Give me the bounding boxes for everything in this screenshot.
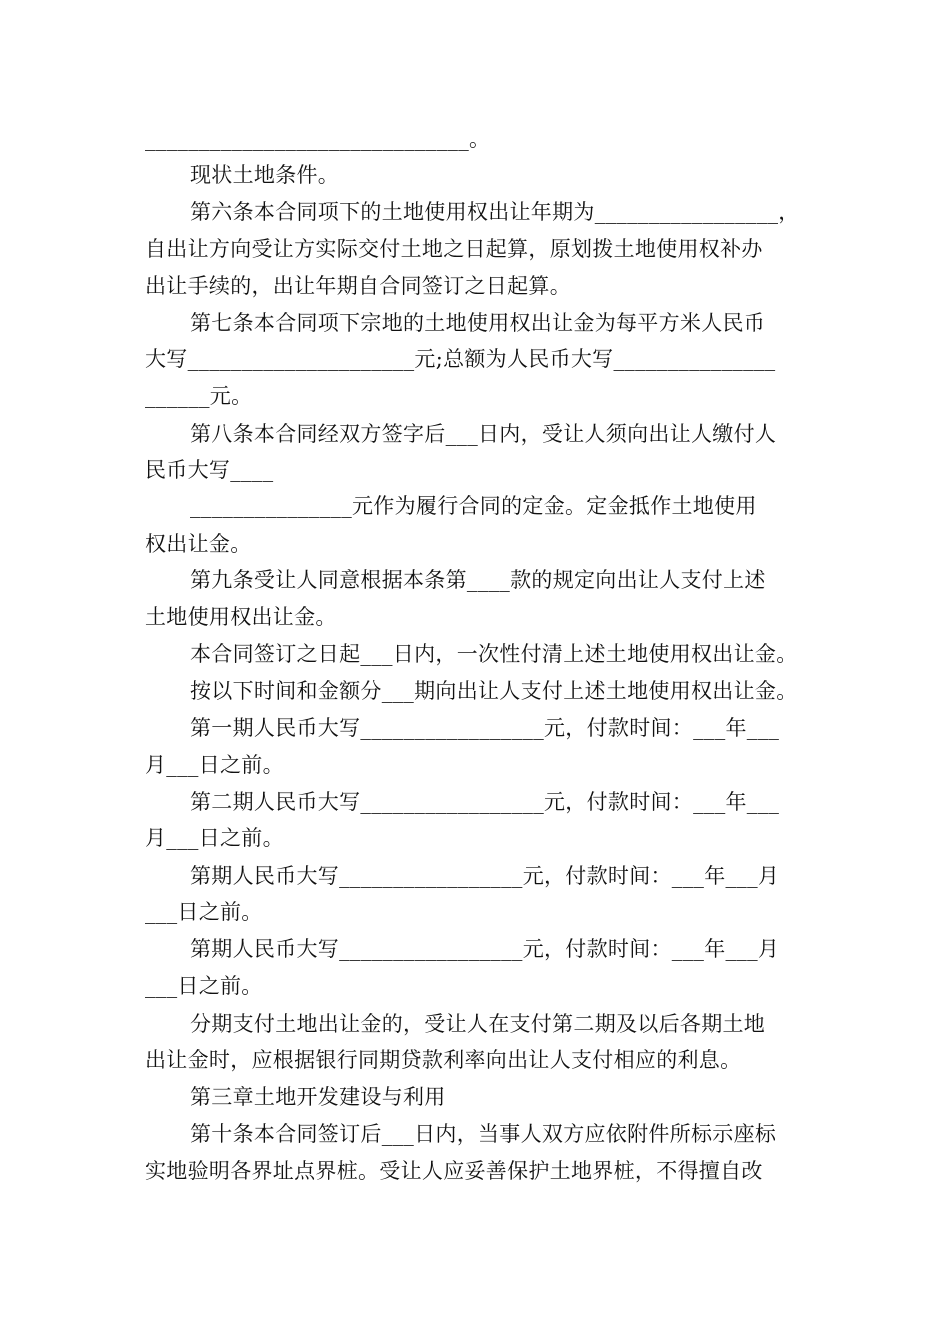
text-line: 第七条本合同项下宗地的土地使用权出让金为每平方米人民币 <box>190 311 766 335</box>
text-line: 第期人民币大写_________________元，付款时间：___年___月 <box>190 937 780 961</box>
text-line: 第九条受让人同意根据本条第____款的规定向出让人支付上述 <box>190 568 766 592</box>
text-line: 第十条本合同签订后___日内，当事人双方应依附件所标示座标 <box>190 1122 777 1146</box>
chapter-heading: 第三章土地开发建设与利用 <box>190 1085 446 1109</box>
text-line: 月___日之前。 <box>145 826 284 850</box>
text-line: 大写_____________________元;总额为人民币大写_______________ <box>145 347 776 371</box>
text-line: 第八条本合同经双方签字后___日内，受让人须向出让人缴付人 <box>190 422 777 446</box>
text-line: ______________________________。 <box>145 127 491 151</box>
text-line: 自出让方向受让方实际交付土地之日起算，原划拨土地使用权补办 <box>145 237 763 261</box>
text-line: 第六条本合同项下的土地使用权出让年期为_________________， <box>190 200 800 224</box>
text-line: ___日之前。 <box>145 974 263 998</box>
text-line: 现状土地条件。 <box>190 163 340 187</box>
text-line: 第一期人民币大写_________________元，付款时间：___年___ <box>190 716 780 740</box>
text-line: 月___日之前。 <box>145 753 284 777</box>
text-line: 实地验明各界址点界桩。受让人应妥善保护土地界桩，不得擅自改 <box>145 1159 763 1183</box>
text-line: 权出让金。 <box>145 532 252 556</box>
text-line: _______________元作为履行合同的定金。定金抵作土地使用 <box>190 494 757 518</box>
text-line: 出让金时，应根据银行同期贷款利率向出让人支付相应的利息。 <box>145 1048 742 1072</box>
text-line: 第期人民币大写_________________元，付款时间：___年___月 <box>190 864 780 888</box>
text-line: 民币大写____ <box>145 458 274 482</box>
text-line: 土地使用权出让金。 <box>145 605 337 629</box>
text-line: 第二期人民币大写_________________元，付款时间：___年___ <box>190 790 780 814</box>
text-line: 出让手续的，出让年期自合同签订之日起算。 <box>145 274 571 298</box>
text-line: 按以下时间和金额分___期向出让人支付上述土地使用权出让金。 <box>190 679 798 703</box>
text-line: ______元。 <box>145 384 253 408</box>
text-line: ___日之前。 <box>145 900 263 924</box>
text-line: 本合同签订之日起___日内，一次性付清上述土地使用权出让金。 <box>190 642 798 666</box>
text-line: 分期支付土地出让金的，受让人在支付第二期及以后各期土地 <box>190 1012 766 1036</box>
